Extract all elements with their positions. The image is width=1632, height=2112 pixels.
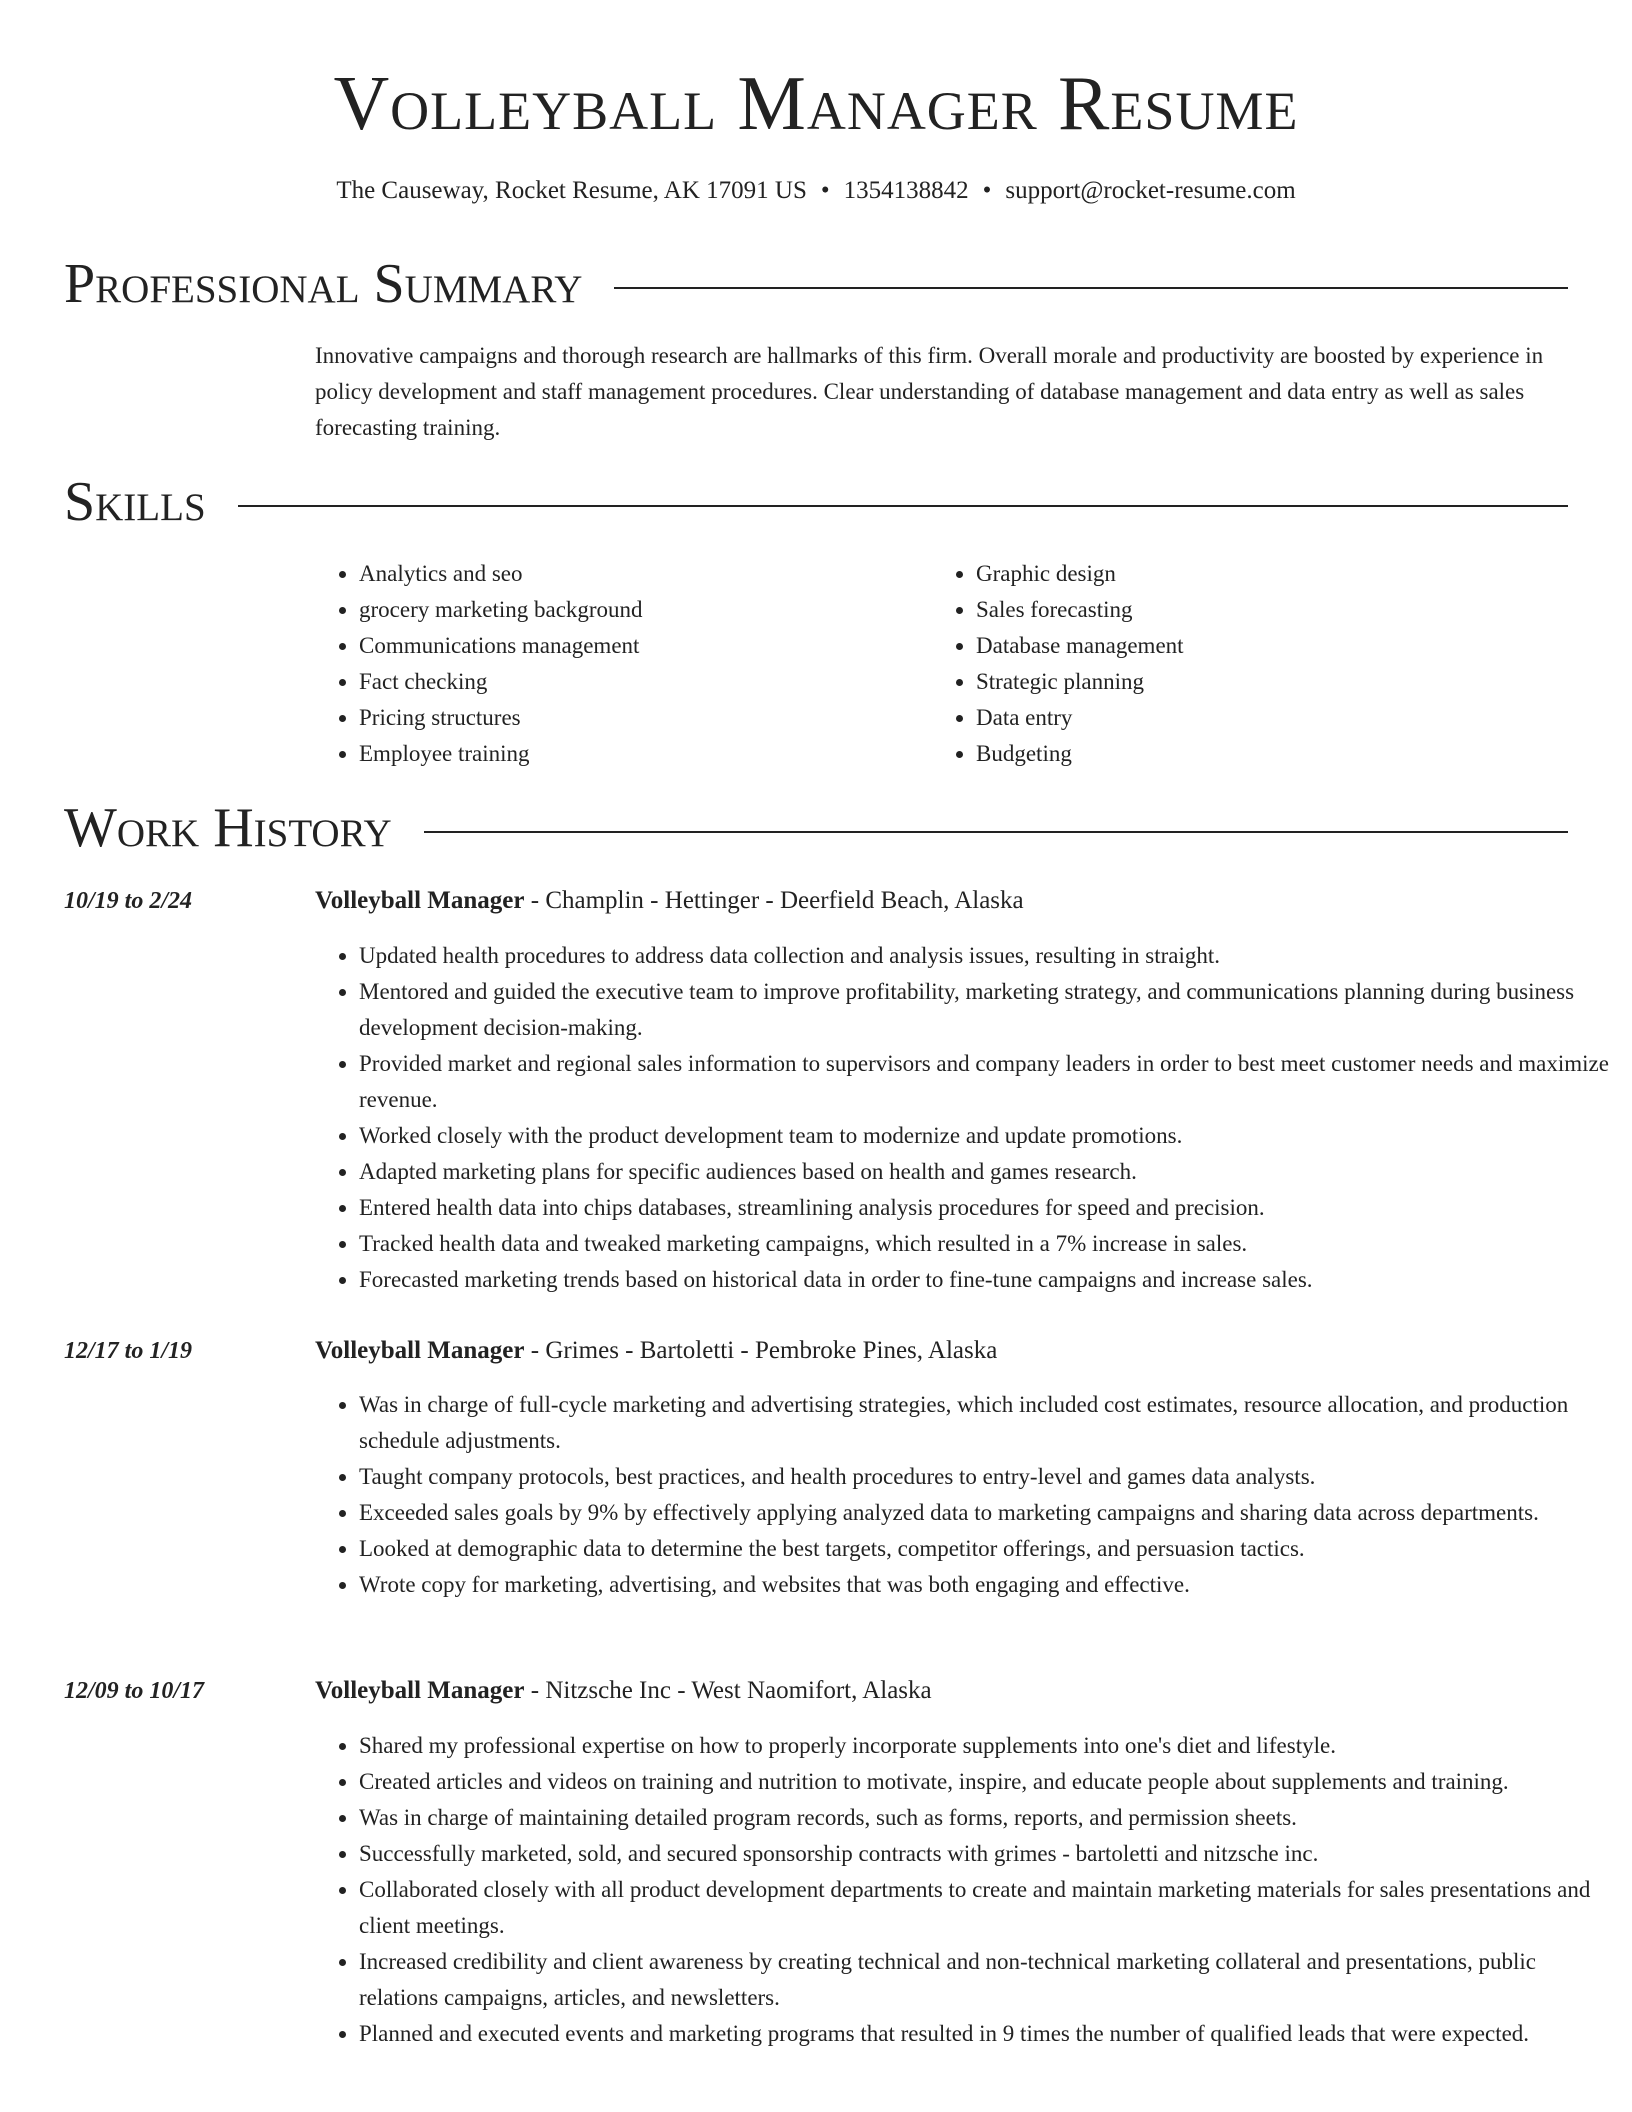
job-bullet: • Was in charge of full-cycle marketing and advertising strategies, which included cost estimates, resource allocation, and production schedule adjustments. [359, 1387, 1614, 1459]
section-divider [614, 287, 1568, 289]
job-employer-location: - Grimes - Bartoletti - Pembroke Pines, Alaska [530, 1337, 998, 1364]
section-divider [238, 505, 1568, 507]
job-title: Volleyball Manager [315, 1337, 525, 1364]
skill-item: • Pricing structures [359, 700, 919, 736]
job-bullet: • Collaborated closely with all product development departments to create and maintain marketing materials for sales presentations and client meetings. [359, 1872, 1614, 1944]
job-bullets [315, 1387, 1614, 1603]
summary-section-header [64, 252, 1568, 316]
contact-separator: • [820, 177, 830, 204]
skill-item: • Employee training [359, 736, 919, 772]
job-title: Volleyball Manager [315, 887, 525, 914]
skill-item: • Analytics and seo [359, 556, 919, 592]
job-bullet: • Exceeded sales goals by 9% by effectively applying analyzed data to marketing campaigns and sharing data across departments. [359, 1495, 1614, 1531]
job-bullet: • Tracked health data and tweaked marketing campaigns, which resulted in a 7% increase in sales. [359, 1226, 1614, 1262]
skills-section-header [64, 470, 1568, 534]
job-dates: 12/17 to 1/19 [64, 1338, 193, 1364]
job-bullet: • Provided market and regional sales information to supervisors and company leaders in order to best meet customer needs and maximize revenue. [359, 1046, 1614, 1118]
skills-list-left [315, 556, 919, 772]
job-bullet: • Shared my professional expertise on how to properly incorporate supplements into one's diet and lifestyle. [359, 1728, 1614, 1764]
work-history-section-header [64, 796, 1568, 860]
job-bullet: • Wrote copy for marketing, advertising, and websites that was both engaging and effective. [359, 1567, 1614, 1603]
job-bullet: • Was in charge of maintaining detailed program records, such as forms, reports, and permission sheets. [359, 1800, 1614, 1836]
contact-separator: • [982, 177, 992, 204]
job-dates: 10/19 to 2/24 [64, 888, 193, 914]
job-employer-location: - Nitzsche Inc - West Naomifort, Alaska [530, 1677, 932, 1704]
job-title: Volleyball Manager [315, 1677, 525, 1704]
skill-item: • Budgeting [976, 736, 1536, 772]
contact-address: The Causeway, Rocket Resume, AK 17091 US [336, 177, 807, 204]
summary-heading: Professional Summary [64, 253, 583, 315]
job-bullets [315, 938, 1614, 1298]
summary-text: Innovative campaigns and thorough research are hallmarks of this firm. Overall morale and productivity are boosted by experience in policy development and staff management procedures. Clear understanding of database management and data entry as well as sales forecasting training. [315, 343, 1544, 440]
skills-list-right [932, 556, 1536, 772]
job-bullet: • Successfully marketed, sold, and secured sponsorship contracts with grimes - bartoletti and nitzsche inc. [359, 1836, 1614, 1872]
job-bullets [315, 1728, 1614, 2052]
job-bullet: • Entered health data into chips databases, streamlining analysis procedures for speed and precision. [359, 1190, 1614, 1226]
resume-title: Volleyball Manager Resume [333, 60, 1299, 146]
skill-item: • Database management [976, 628, 1536, 664]
skill-item: • Sales forecasting [976, 592, 1536, 628]
job-bullet: • Taught company protocols, best practices, and health procedures to entry-level and games data analysts. [359, 1459, 1614, 1495]
job-bullet: • Mentored and guided the executive team to improve profitability, marketing strategy, and communications planning during business development decision-making. [359, 974, 1614, 1046]
job-heading [315, 883, 1024, 919]
contact-line [0, 174, 1632, 208]
skill-item: • Fact checking [359, 664, 919, 700]
job-bullet: • Updated health procedures to address data collection and analysis issues, resulting in straight. [359, 938, 1614, 974]
skill-item: • Graphic design [976, 556, 1536, 592]
job-bullet: • Adapted marketing plans for specific audiences based on health and games research. [359, 1154, 1614, 1190]
job-bullet: • Increased credibility and client awareness by creating technical and non-technical marketing collateral and presentations, public relations campaigns, articles, and newsletters. [359, 1944, 1614, 2016]
job-bullet: • Looked at demographic data to determine the best targets, competitor offerings, and persuasion tactics. [359, 1531, 1614, 1567]
job-bullet: • Created articles and videos on training and nutrition to motivate, inspire, and educate people about supplements and training. [359, 1764, 1614, 1800]
skill-item: • Strategic planning [976, 664, 1536, 700]
skills-heading: Skills [64, 471, 206, 533]
skill-item: • grocery marketing background [359, 592, 919, 628]
job-heading [315, 1333, 997, 1369]
job-bullet: • Worked closely with the product development team to modernize and update promotions. [359, 1118, 1614, 1154]
job-employer-location: - Champlin - Hettinger - Deerfield Beach, Alaska [530, 887, 1024, 914]
job-bullet: • Planned and executed events and marketing programs that resulted in 9 times the number of qualified leads that were expected. [359, 2016, 1614, 2052]
skill-item: • Data entry [976, 700, 1536, 736]
skill-item: • Communications management [359, 628, 919, 664]
contact-email: support@rocket-resume.com [1005, 177, 1296, 204]
job-bullet: • Forecasted marketing trends based on historical data in order to fine-tune campaigns and increase sales. [359, 1262, 1614, 1298]
contact-phone: 1354138842 [843, 177, 969, 204]
work-history-heading: Work History [64, 797, 392, 859]
section-divider [424, 831, 1568, 833]
job-heading [315, 1673, 932, 1709]
job-dates: 12/09 to 10/17 [64, 1678, 205, 1704]
